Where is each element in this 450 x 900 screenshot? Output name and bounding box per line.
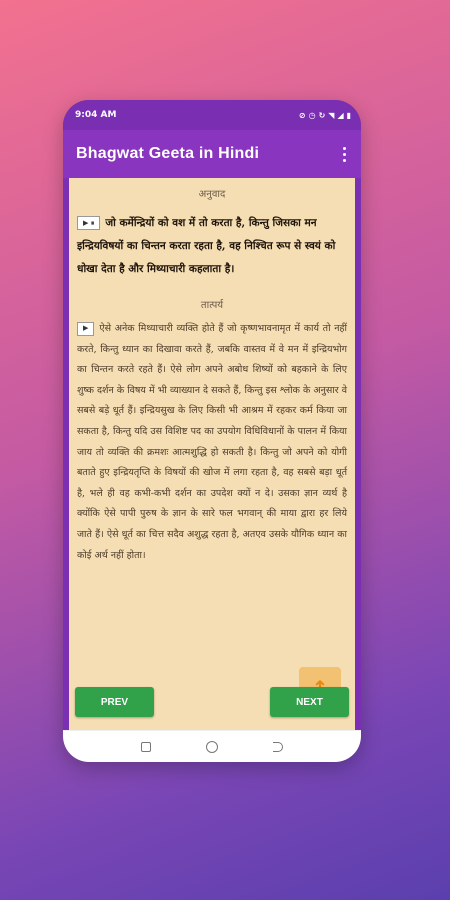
translation-text: जो कर्मेन्द्रियों को वश में तो करता है, किन्तु जिसका मन इन्द्रियविषयों का चिन्तन करता रहता है, वह निश्चित रूप से स्वयं को धोखा देता है और मिथ्याचारी कहलाता है। xyxy=(77,217,336,275)
prev-button[interactable]: PREV xyxy=(75,687,154,717)
phone-frame xyxy=(63,100,361,762)
translation-audio-button[interactable]: ▶ ⏸ xyxy=(77,216,100,230)
sync-icon: ↻ xyxy=(318,110,326,120)
status-bar xyxy=(63,100,361,130)
app-title: Bhagwat Geeta in Hindi xyxy=(76,145,260,162)
translation-text-block xyxy=(77,212,347,281)
home-icon[interactable] xyxy=(206,741,218,753)
overflow-menu-icon[interactable] xyxy=(337,147,351,162)
back-icon[interactable] xyxy=(273,742,283,752)
status-icons xyxy=(299,111,351,120)
verse-content[interactable] xyxy=(69,178,355,730)
recents-icon[interactable] xyxy=(141,742,151,752)
purport-text-block xyxy=(77,319,347,566)
next-button[interactable]: NEXT xyxy=(270,687,349,717)
purport-audio-button[interactable]: ▶ xyxy=(77,322,94,336)
system-nav-bar xyxy=(63,730,361,762)
status-time: 9:04 AM xyxy=(75,110,117,120)
purport-text: ऐसे अनेक मिथ्याचारी व्यक्ति होते हैं जो कृष्णभावनामृत में कार्य तो नहीं करते, किन्तु ध्यान का दिखावा करते हैं, जबकि वास्तव में वे मन में इन्द्रियभोग का चिन्तन करते रहते हैं। ऐसे लोग अपने अबोध शिष्यों को बहकाने के लिए शुष्क दर्शन के विषय में भी व्याख्यान दे सकते हैं, किन्तु इस श्लोक के अनुसार वे सबसे बड़े धूर्त हैं। इन्द्रियसुख के लिए किसी भी आश्रम में रहकर कर्म किया जा सकता है, किन्तु यदि उस विशिष्ट पद का उपयोग विधिविधानों के पालन में किया जाय तो व्यक्ति की क्रमशः आत्मशुद्धि हो सकती है। किन्तु जो अपने को योगी बताते हुए इन्द्रियतृप्ति के विषयों की खोज में लगा रहता है, वह सबसे बड़ा धूर्त है, भले ही वह कभी-कभी दर्शन का उपदेश क्यों न दे। उसका ज्ञान व्यर्थ है क्योंकि ऐसे पापी पुरुष के ज्ञान के सारे फल भगवान् की माया द्वारा हर लिये जाते हैं। ऐसे धूर्त का चित्त सदैव अशुद्ध रहता है, अतएव उसके यौगिक ध्यान का कोई अर्थ नहीं होता। xyxy=(77,323,347,561)
purport-heading: तात्पर्य xyxy=(200,300,224,311)
wifi-icon: ◥ xyxy=(328,110,335,120)
signal-icon: ◢ xyxy=(337,110,344,120)
app-bar xyxy=(63,130,361,178)
dnd-icon: ⊘ xyxy=(298,110,306,120)
translation-heading: अनुवाद xyxy=(198,189,226,200)
battery-icon: ▮ xyxy=(346,110,351,120)
alarm-icon: ◷ xyxy=(308,110,316,120)
